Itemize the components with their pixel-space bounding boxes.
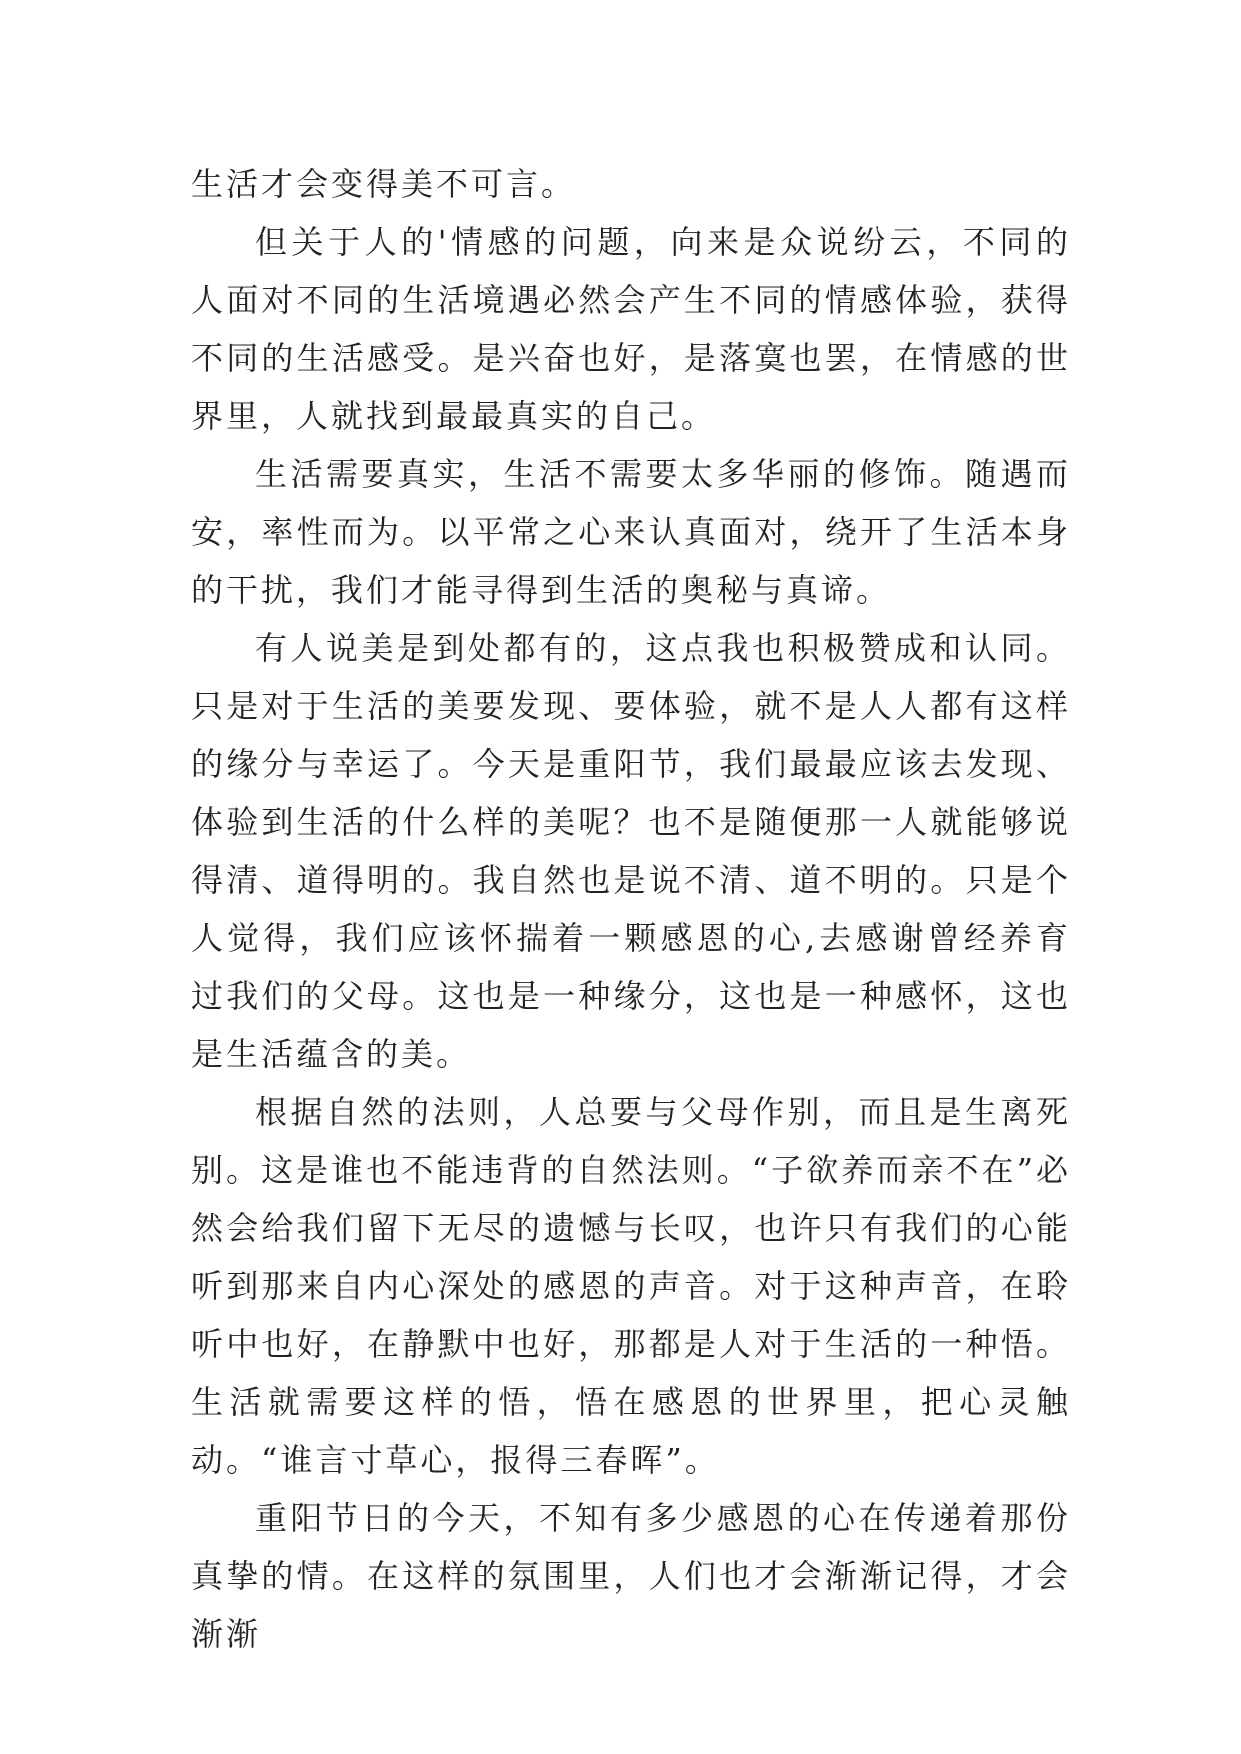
paragraph: 根据自然的法则，人总要与父母作别，而且是生离死别。这是谁也不能违背的自然法则。“子欲养而亲不在”必然会给我们留下无尽的遗憾与长叹，也许只有我们的心能听到那来自内心深处的感恩的声音。对于这种声音，在聆听中也好，在静默中也好，那都是人对于生活的一种悟。生活就需要这样的悟，悟在感恩的世界里，把心灵触动。“谁言寸草心，报得三春晖”。 [191,1093,1071,1479]
paragraph: 生活需要真实，生活不需要太多华丽的修饰。随遇而安，率性而为。以平常之心来认真面对，绕开了生活本身的干扰，我们才能寻得到生活的奥秘与真谛。 [191,455,1071,609]
paragraph: 有人说美是到处都有的，这点我也积极赞成和认同。只是对于生活的美要发现、要体验，就不是人人都有这样的缘分与幸运了。今天是重阳节，我们最最应该去发现、体验到生活的什么样的美呢？也不是随便那一人就能够说得清、道得明的。我自然也是说不清、道不明的。只是个人觉得，我们应该怀揣着一颗感恩的心,去感谢曾经养育过我们的父母。这也是一种缘分，这也是一种感怀，这也是生活蕴含的美。 [191,629,1071,1073]
document-body [191,155,1071,1663]
paragraph: 但关于人的'情感的问题，向来是众说纷云，不同的人面对不同的生活境遇必然会产生不同的情感体验，获得不同的生活感受。是兴奋也好，是落寞也罢，在情感的世界里，人就找到最最真实的自己。 [191,223,1071,435]
paragraph-continuation: 生活才会变得美不可言。 [191,165,577,203]
paragraph: 重阳节日的今天，不知有多少感恩的心在传递着那份真挚的情。在这样的氛围里，人们也才会渐渐记得，才会渐渐 [191,1499,1071,1653]
